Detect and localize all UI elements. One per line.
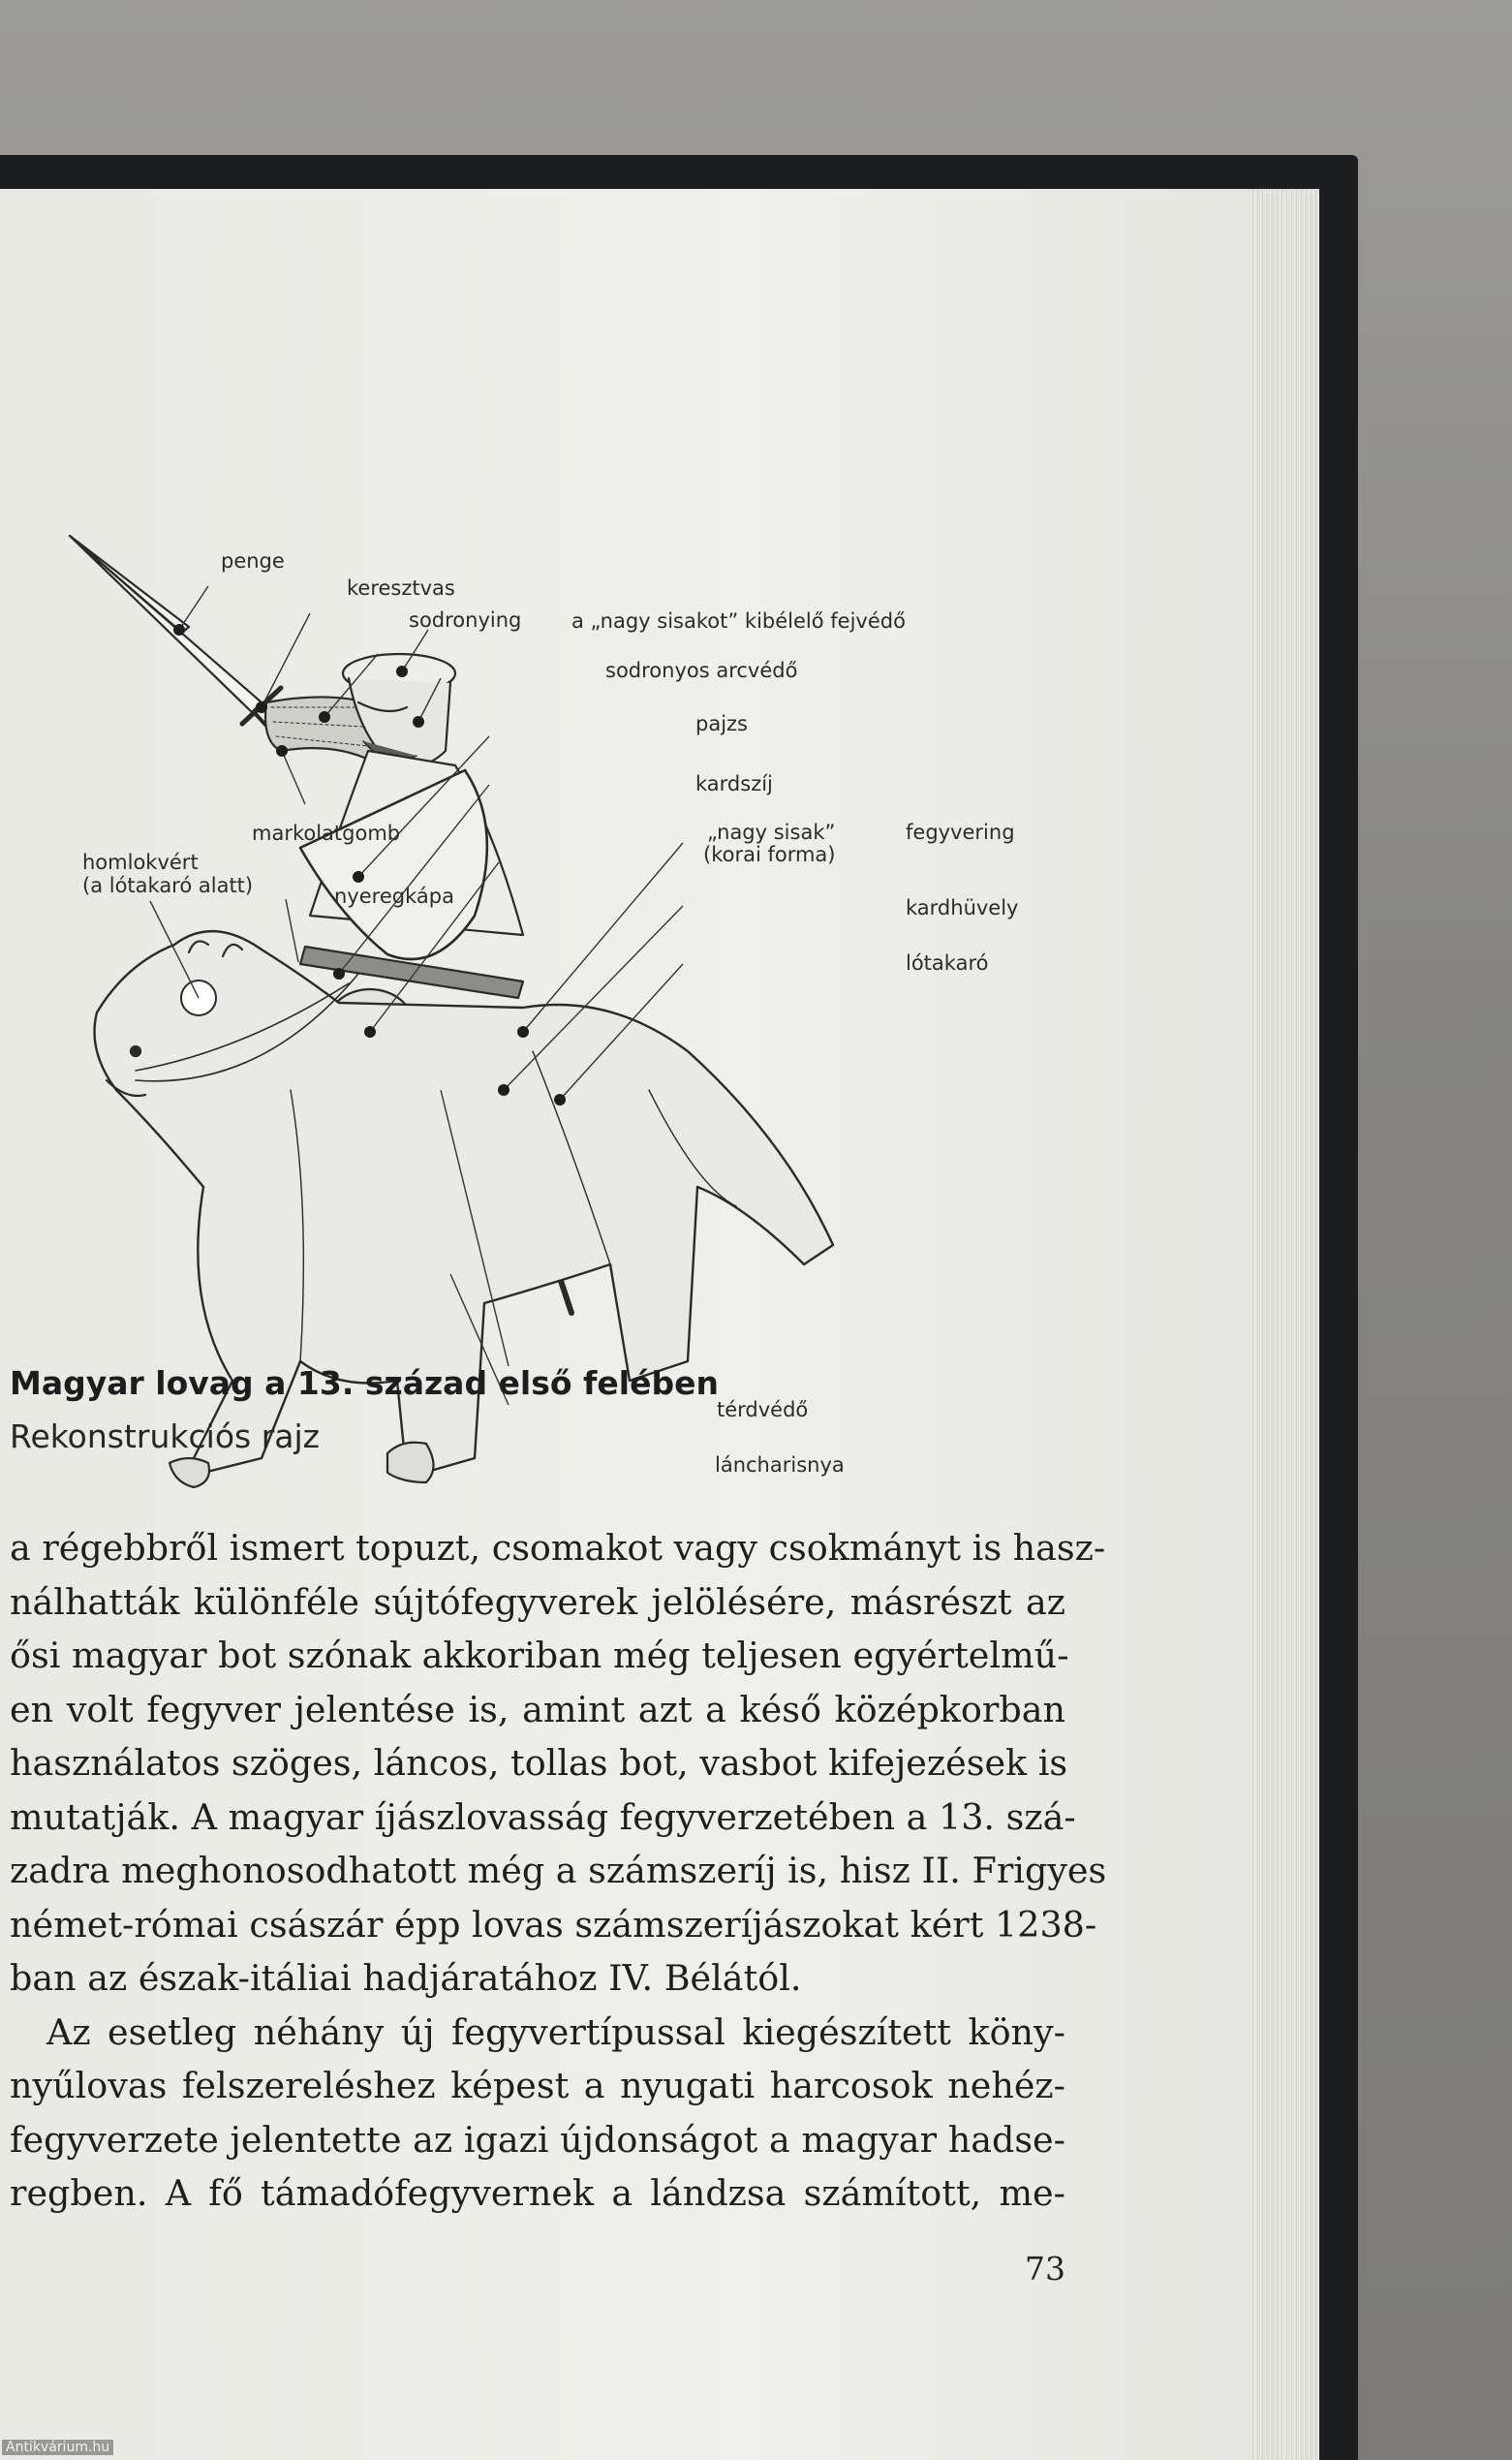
label-lotakaro: lótakaró <box>906 951 989 975</box>
figure-caption-subtitle: Rekonstrukciós rajz <box>10 1417 320 1455</box>
text-line: német-római császár épp lovas számszeríjászokat kért 1238- <box>10 1903 1097 1946</box>
label-fegyvering: fegyvering <box>906 821 1015 844</box>
label-homlokvert: homlokvért <box>82 851 199 874</box>
label-markolatgomb: markolatgomb <box>252 822 401 845</box>
text-line: használatos szöges, láncos, tollas bot, vasbot kifejezések is <box>10 1742 1068 1784</box>
text-line: fegyverzete jelentette az igazi újdonságot a magyar hadse- <box>10 2118 1065 2161</box>
label-lotakaro-alatt: (a lótakaró alatt) <box>82 874 254 897</box>
label-keresztvas: keresztvas <box>347 576 455 600</box>
label-penge: penge <box>221 549 285 573</box>
label-sodronying: sodronying <box>409 608 522 632</box>
label-terdvedo: térdvédő <box>717 1398 809 1421</box>
label-sodronyos-arcvedo: sodronyos arcvédő <box>605 659 798 682</box>
watermark: Antikvárium.hu <box>2 2440 113 2455</box>
text-line: ősi magyar bot szónak akkoriban még teljesen egyértelmű- <box>10 1635 1069 1676</box>
hoof-rear <box>170 1458 209 1487</box>
page-number: 73 <box>1025 2250 1065 2288</box>
label-nyeregkapa: nyeregkápa <box>334 885 454 908</box>
page-edges <box>1240 189 1319 2460</box>
text-line: regben. A fő támadófegyvernek a lándzsa számított, me- <box>10 2172 1065 2214</box>
label-fejvedo: a „nagy sisakot” kibélelő fejvédő <box>571 609 906 633</box>
figure-caption-title: Magyar lovag a 13. század első felében <box>10 1364 719 1402</box>
text-line: mutatják. A magyar íjászlovasság fegyverzetében a 13. szá- <box>10 1795 1076 1838</box>
label-nagy-sisak: „nagy sisak” <box>707 821 836 844</box>
body-text <box>10 1521 1107 2221</box>
label-pajzs: pajzs <box>695 712 748 735</box>
text-line: nyűlovas felszereléshez képest a nyugati harcosok nehéz- <box>10 2065 1065 2106</box>
text-line: nálhatták különféle sújtófegyverek jelölésére, másrészt az <box>10 1580 1065 1623</box>
hoof-front <box>387 1443 434 1482</box>
label-korai-forma: (korai forma) <box>703 843 836 866</box>
text-line: ban az észak-itáliai hadjáratához IV. Bélától. <box>10 1957 802 1999</box>
text-line: en volt fegyver jelentése is, amint azt a késő középkorban <box>10 1688 1065 1730</box>
book-page <box>0 189 1250 2460</box>
label-kardhuvely: kardhüvely <box>906 896 1019 919</box>
text-line: zadra meghonosodhatott még a számszeríj is, hisz II. Frigyes <box>10 1850 1107 1891</box>
label-lancharisnya: láncharisnya <box>715 1453 845 1477</box>
label-kardszij: kardszíj <box>695 772 773 795</box>
text-line: Az esetleg néhány új fegyvertípussal kiegészített köny- <box>46 2010 1065 2053</box>
text-line: a régebbről ismert topuzt, csomakot vagy csokmányt is hasz- <box>10 1527 1106 1569</box>
